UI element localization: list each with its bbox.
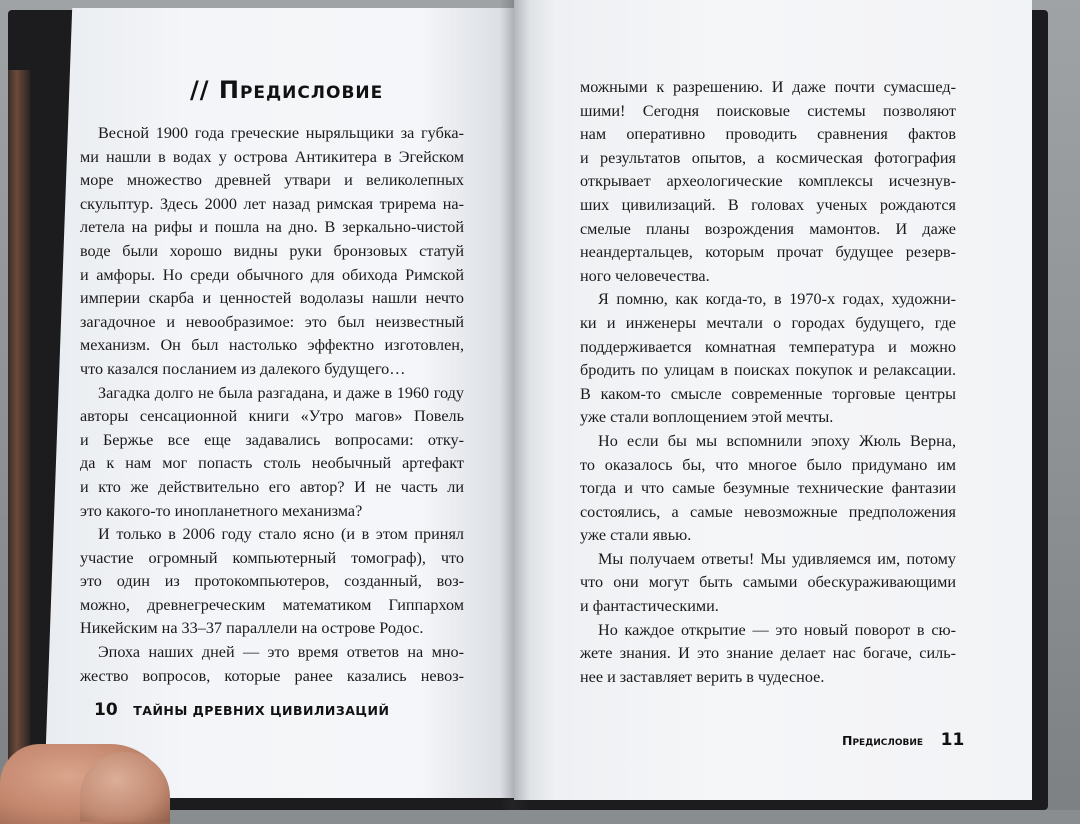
left-page-number: 10: [94, 700, 118, 720]
text-line: шими! Сегодня поисковые системы позволяют: [580, 101, 956, 120]
text-line: ми нашли в водах у острова Антикитера в Эгейском: [80, 147, 464, 166]
text-line: Эпоха наших дней — это время ответов на мно-: [98, 643, 464, 662]
right-page-number: 11: [940, 730, 965, 750]
book-gutter: [500, 0, 530, 810]
text-line: жете знания. И это знание делает нас богаче, силь-: [580, 644, 956, 663]
text-line: нам оперативно проводить сравнения фактов: [580, 125, 956, 144]
text-line: бродить по улицам в поисках покупок и релаксации.: [580, 361, 956, 380]
text-line: что казался посланием из далекого будущего…: [80, 359, 406, 378]
text-line: Никейским на 33–37 параллели на острове Родос.: [80, 619, 424, 638]
text-line: и амфоры. Но среди обычного для обихода Римской: [80, 265, 464, 284]
text-line: тогда и что самые безумные технические фантазии: [580, 479, 956, 498]
text-line: и кто же действительно его автор? И не часть ли: [80, 477, 464, 496]
text-line: воде были хорошо видны руки бронзовых статуй: [80, 241, 464, 260]
text-line: Весной 1900 года греческие ныряльщики за губка-: [98, 124, 464, 142]
chapter-heading: // Предисловие: [190, 76, 384, 104]
text-line: В каком-то смысле современные торговые центры: [580, 384, 956, 403]
text-line: Но если бы мы вспомнили эпоху Жюль Верна,: [598, 431, 956, 450]
text-line: и фантастическими.: [580, 597, 719, 616]
text-line: это один из протокомпьютеров, созданный, воз-: [80, 572, 464, 591]
text-line: Мы получаем ответы! Мы удивляемся им, потому: [598, 549, 956, 568]
text-line: состоялись, а самые невозможные предположения: [580, 502, 956, 521]
text-line: авторы сенсационной книги «Утро магов» Повель: [80, 407, 464, 426]
text-line: и Бержье все еще задавались вопросами: отку-: [80, 430, 464, 449]
text-line: загадочное и невообразимое: это был неизвестный: [80, 312, 464, 331]
text-line: поддерживается комнатная температура и можно: [580, 337, 956, 356]
text-line: И только в 2006 году стало ясно (и в этом принял: [98, 525, 464, 544]
text-line: море множество древней утвари и великолепных: [80, 171, 464, 190]
text-line: и результатов опытов, а космическая фотография: [580, 148, 956, 167]
text-line: участие огромный компьютерный томограф), что: [80, 548, 464, 567]
text-line: что они могут быть самыми обескураживающими: [580, 573, 956, 592]
text-line: нее и заставляет верить в чудесное.: [580, 667, 825, 686]
cover-spine-edge: [8, 70, 30, 770]
left-page-text: [80, 122, 464, 688]
text-line: ного человечества.: [580, 266, 710, 285]
text-line: Загадка долго не была разгадана, и даже в 1960 году: [98, 383, 464, 402]
text-line: да к нам мог попасть столь необычный артефакт: [80, 454, 464, 473]
text-line: уже стали явью.: [580, 526, 692, 545]
text-line: империи скарба и ценностей водолазы нашли нечто: [80, 289, 464, 308]
text-line: ших цивилизаций. В головах ученых рождаются: [580, 195, 956, 214]
text-line: можными к разрешению. И даже почти сумасшед-: [580, 78, 956, 96]
text-line: механизм. Он был настолько эффектно изготовлен,: [80, 336, 464, 355]
text-line: можно, древнегреческим математиком Гиппархом: [80, 595, 464, 614]
right-page-footer: [842, 730, 964, 750]
text-line: жество вопросов, которые ранее казались невоз-: [80, 666, 464, 685]
right-running-title: Предисловие: [842, 733, 924, 748]
text-line: смелые планы возрождения мамонтов. И даже: [580, 219, 956, 238]
left-page-footer: [94, 700, 389, 720]
text-line: это какого-то инопланетного механизма?: [80, 501, 363, 520]
right-page-text: [580, 76, 956, 689]
left-running-title: ТАЙНЫ ДРЕВНИХ ЦИВИЛИЗАЦИЙ: [133, 703, 390, 718]
text-line: ки и инженеры мечтали о городах будущего, где: [580, 313, 956, 332]
text-line: летела на рифы и пошла на дно. В зеркально-чистой: [80, 218, 464, 237]
text-line: Но каждое открытие — это новый поворот в сю-: [598, 620, 956, 639]
text-line: скульптур. Здесь 2000 лет назад римская трирема на-: [80, 194, 464, 213]
text-line: открывает археологические комплексы исчезнув-: [580, 172, 956, 191]
text-line: неандертальцев, которым прочат будущее резерв-: [580, 243, 956, 262]
text-line: то оказалось бы, что многое было придумано им: [580, 455, 956, 474]
text-line: Я помню, как когда-то, в 1970-х годах, художни-: [598, 290, 956, 309]
text-line: уже стали воплощением этой мечты.: [580, 408, 834, 427]
